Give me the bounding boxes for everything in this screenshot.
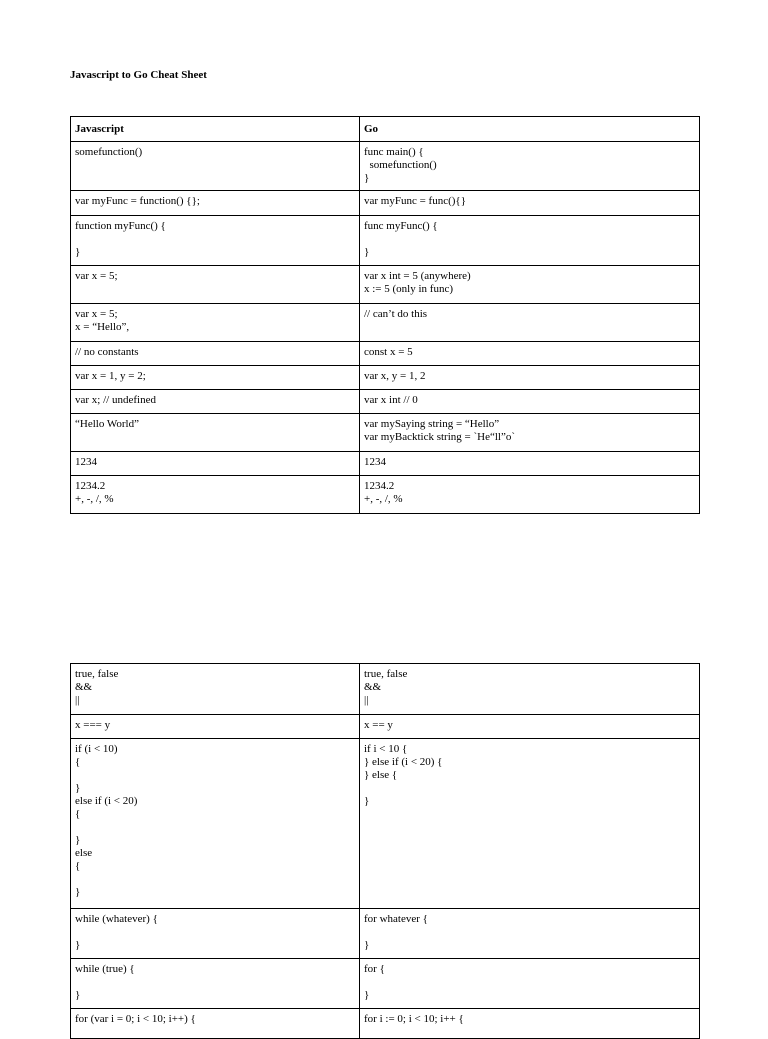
javascript-cell: var x = 1, y = 2;	[71, 366, 360, 390]
javascript-cell: while (whatever) { }	[71, 909, 360, 959]
go-cell: 1234.2 +, -, /, %	[360, 476, 700, 514]
document-title: Javascript to Go Cheat Sheet	[70, 69, 207, 81]
javascript-cell: var myFunc = function() {};	[71, 191, 360, 216]
go-cell: x == y	[360, 715, 700, 739]
javascript-cell: somefunction()	[71, 142, 360, 191]
go-cell: var myFunc = func(){}	[360, 191, 700, 216]
go-cell: var x int // 0	[360, 390, 700, 414]
table-row	[71, 191, 700, 216]
table-row	[71, 452, 700, 476]
comparison-table-2	[70, 663, 700, 1039]
table-row	[71, 909, 700, 959]
table-row	[71, 342, 700, 366]
table-row	[71, 414, 700, 452]
go-cell: // can’t do this	[360, 304, 700, 342]
table-row	[71, 739, 700, 909]
table-row	[71, 390, 700, 414]
javascript-cell: // no constants	[71, 342, 360, 366]
javascript-cell: var x = 5;	[71, 266, 360, 304]
go-cell: func main() { somefunction() }	[360, 142, 700, 191]
table-row	[71, 715, 700, 739]
table-row	[71, 304, 700, 342]
comparison-table-1	[70, 116, 700, 514]
go-cell: if i < 10 { } else if (i < 20) { } else { }	[360, 739, 700, 909]
go-cell: const x = 5	[360, 342, 700, 366]
javascript-cell: x === y	[71, 715, 360, 739]
javascript-cell: function myFunc() { }	[71, 216, 360, 266]
table-row	[71, 142, 700, 191]
go-cell: 1234	[360, 452, 700, 476]
javascript-cell: 1234	[71, 452, 360, 476]
go-cell: true, false && ||	[360, 664, 700, 715]
go-cell: for i := 0; i < 10; i++ {	[360, 1009, 700, 1039]
javascript-cell: var x; // undefined	[71, 390, 360, 414]
go-cell: for whatever { }	[360, 909, 700, 959]
go-cell: var mySaying string = “Hello” var myBacktick string = `He“ll”o`	[360, 414, 700, 452]
javascript-cell: true, false && ||	[71, 664, 360, 715]
javascript-cell: for (var i = 0; i < 10; i++) {	[71, 1009, 360, 1039]
table-row	[71, 959, 700, 1009]
table-row	[71, 366, 700, 390]
table-row	[71, 216, 700, 266]
javascript-cell: 1234.2 +, -, /, %	[71, 476, 360, 514]
table-row	[71, 664, 700, 715]
column-header-javascript: Javascript	[71, 117, 360, 142]
go-cell: for { }	[360, 959, 700, 1009]
column-header-go: Go	[360, 117, 700, 142]
javascript-cell: “Hello World”	[71, 414, 360, 452]
javascript-cell: while (true) { }	[71, 959, 360, 1009]
go-cell: var x int = 5 (anywhere) x := 5 (only in func)	[360, 266, 700, 304]
table-header-row	[71, 117, 700, 142]
javascript-cell: if (i < 10) { } else if (i < 20) { } else { }	[71, 739, 360, 909]
go-cell: var x, y = 1, 2	[360, 366, 700, 390]
go-cell: func myFunc() { }	[360, 216, 700, 266]
table-row	[71, 266, 700, 304]
table-row	[71, 476, 700, 514]
javascript-cell: var x = 5; x = “Hello”,	[71, 304, 360, 342]
